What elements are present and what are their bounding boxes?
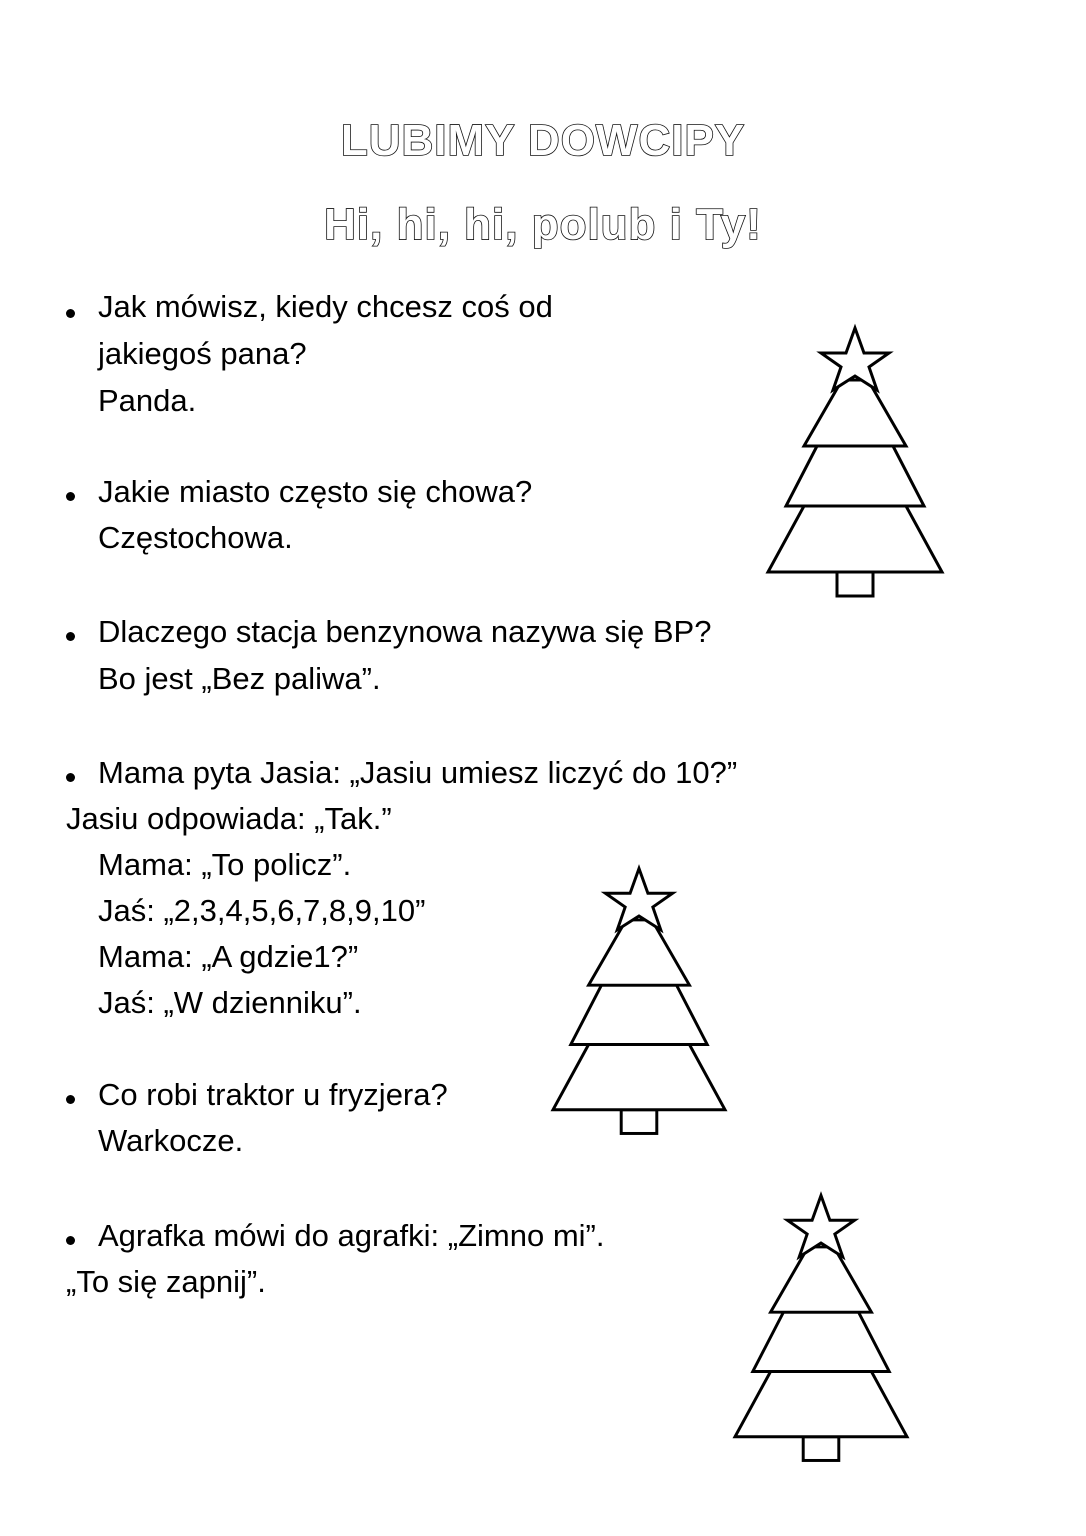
bullet-icon (66, 492, 75, 501)
joke-1-question-line-1: Jak mówisz, kiedy chcesz coś od (98, 289, 553, 324)
joke-6-answer: „To się zapnij”. (66, 1264, 266, 1299)
page-subtitle: Hi, hi, hi, polub i Ty! (324, 200, 762, 249)
joke-5-question: Co robi traktor u fryzjera? (98, 1077, 448, 1112)
joke-3-question: Dlaczego stacja benzynowa nazywa się BP? (98, 614, 712, 649)
joke-4-line-3: Mama: „To policz”. (98, 847, 352, 882)
bullet-icon (66, 773, 75, 782)
joke-4-line-1: Mama pyta Jasia: „Jasiu umiesz liczyć do 10?” (98, 755, 738, 790)
christmas-tree-icon (553, 865, 725, 1137)
bullet-icon (66, 1095, 75, 1104)
joke-1-answer: Panda. (98, 383, 197, 418)
page-title: LUBIMY DOWCIPY (340, 116, 746, 165)
bullet-icon (66, 1236, 75, 1245)
christmas-tree-icon (768, 326, 942, 598)
bullet-icon (66, 632, 75, 641)
joke-2-question: Jakie miasto często się chowa? (98, 474, 533, 509)
bullet-icon (66, 309, 75, 318)
joke-4-line-5: Mama: „A gdzie1?” (98, 939, 359, 974)
joke-4-line-6: Jaś: „W dzienniku”. (98, 985, 362, 1020)
joke-1-question-line-2: jakiegoś pana? (98, 336, 307, 371)
joke-3-answer: Bo jest „Bez paliwa”. (98, 661, 381, 696)
joke-4-line-4: Jaś: „2,3,4,5,6,7,8,9,10” (98, 893, 426, 928)
joke-6-question: Agrafka mówi do agrafki: „Zimno mi”. (98, 1218, 605, 1253)
joke-4-line-2: Jasiu odpowiada: „Tak.” (66, 801, 392, 836)
joke-2-answer: Częstochowa. (98, 520, 293, 555)
christmas-tree-icon (735, 1192, 907, 1464)
joke-5-answer: Warkocze. (98, 1123, 244, 1158)
